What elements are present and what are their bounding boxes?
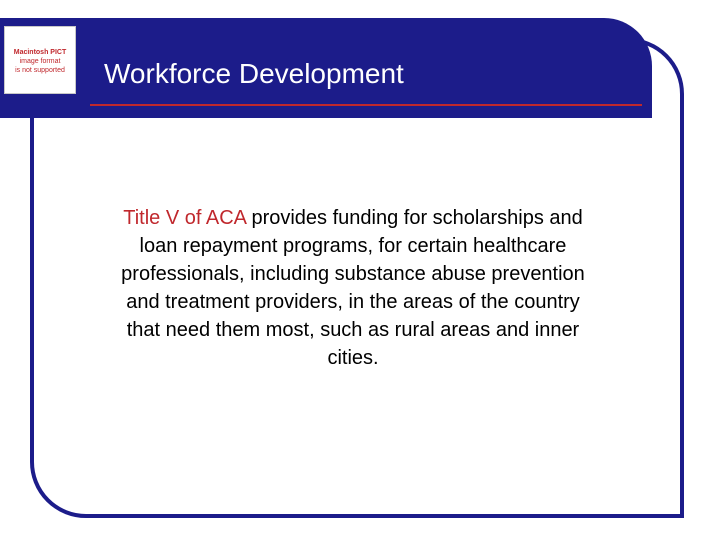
placeholder-line: Macintosh PICT bbox=[13, 48, 67, 56]
placeholder-line: is not supported bbox=[15, 66, 65, 74]
body-paragraph: provides funding for scholarships and loan repayment programs, for certain healthcare professionals, including substance abuse prevention and treatment providers, in the areas of the country that need them most, such as rural areas and inner cities. bbox=[121, 207, 585, 369]
slide-title: Workforce Development bbox=[104, 58, 404, 89]
slide-body-text bbox=[108, 204, 598, 372]
unsupported-image-placeholder bbox=[4, 26, 76, 94]
title-accent-line bbox=[90, 104, 642, 106]
highlighted-term: Title V of ACA bbox=[123, 207, 246, 229]
placeholder-line: image format bbox=[19, 57, 61, 65]
